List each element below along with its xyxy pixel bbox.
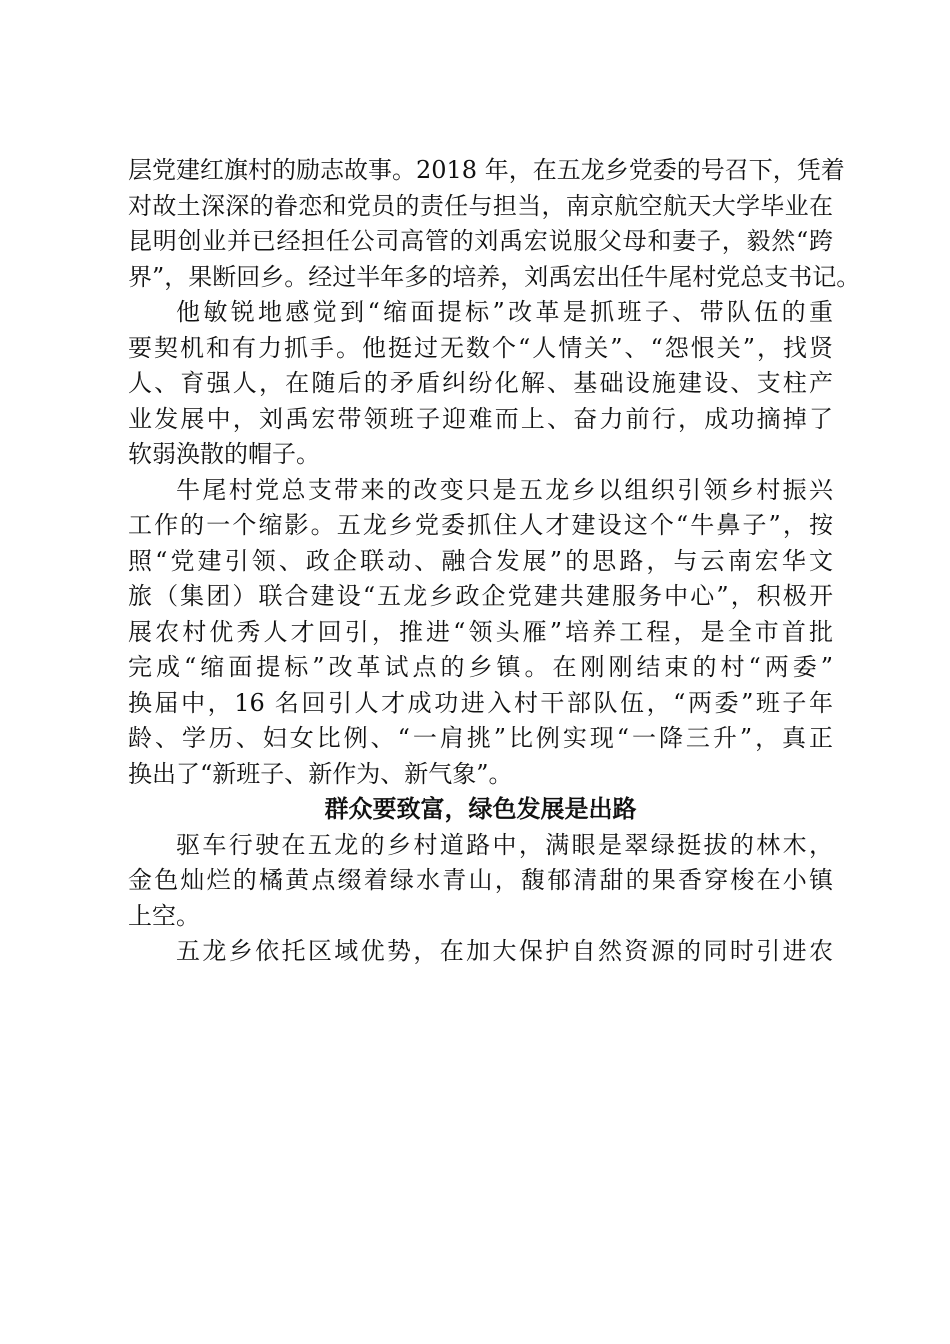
text-line: 展农村优秀人才回引，推进“领头雁”培养工程，是全市首批 bbox=[128, 617, 833, 646]
paragraph bbox=[128, 828, 833, 935]
document-body bbox=[128, 153, 861, 970]
paragraph bbox=[128, 153, 861, 295]
text-line: 软弱涣散的帽子。 bbox=[128, 440, 320, 468]
paragraph bbox=[128, 295, 833, 473]
text-line: 对故土深深的眷恋和党员的责任与担当，南京航空航天大学毕业在 bbox=[128, 191, 833, 220]
text-line: 换届中，16 名回引人才成功进入村干部队伍，“两委”班子年 bbox=[128, 688, 833, 717]
text-line: 人、育强人，在随后的矛盾纠纷化解、基础设施建设、支柱产 bbox=[128, 369, 833, 397]
text-line: 业发展中，刘禹宏带领班子迎难而上、奋力前行，成功摘掉了 bbox=[128, 404, 833, 433]
text-line: 要契机和有力抓手。他挺过无数个“人情关”、“怨恨关”，找贤 bbox=[128, 333, 833, 362]
text-line: 昆明创业并已经担任公司高管的刘禹宏说服父母和妻子，毅然“跨 bbox=[128, 227, 833, 255]
text-line: 旅（集团）联合建设“五龙乡政企党建共建服务中心”，积极开 bbox=[128, 582, 833, 610]
text-line: 换出了“新班子、新作为、新气象”。 bbox=[128, 759, 513, 788]
text-line: 龄、学历、妇女比例、“一肩挑”比例实现“一降三升”，真正 bbox=[128, 724, 833, 752]
text-line: 层党建红旗村的励志故事。2018 年，在五龙乡党委的号召下，凭着 bbox=[128, 156, 845, 184]
paragraph bbox=[128, 473, 833, 793]
text-line: 界”，果断回乡。经过半年多的培养，刘禹宏出任牛尾村党总支书记。 bbox=[128, 262, 861, 291]
text-line: 牛尾村党总支带来的改变只是五龙乡以组织引领乡村振兴 bbox=[176, 475, 833, 504]
section-heading: 群众要致富，绿色发展是出路 bbox=[324, 795, 637, 823]
text-line: 照“党建引领、政企联动、融合发展”的思路，与云南宏华文 bbox=[128, 546, 833, 575]
paragraph bbox=[128, 934, 833, 970]
text-line: 驱车行驶在五龙的乡村道路中，满眼是翠绿挺拔的林木， bbox=[176, 830, 833, 859]
text-line: 完成“缩面提标”改革试点的乡镇。在刚刚结束的村“两委” bbox=[128, 653, 833, 681]
text-line: 五龙乡依托区域优势，在加大保护自然资源的同时引进农 bbox=[176, 937, 833, 965]
text-line: 上空。 bbox=[128, 901, 200, 930]
text-line: 他敏锐地感觉到“缩面提标”改革是抓班子、带队伍的重 bbox=[176, 298, 833, 326]
text-line: 金色灿烂的橘黄点缀着绿水青山，馥郁清甜的果香穿梭在小镇 bbox=[128, 866, 833, 894]
text-line: 工作的一个缩影。五龙乡党委抓住人才建设这个“牛鼻子”，按 bbox=[128, 511, 833, 539]
